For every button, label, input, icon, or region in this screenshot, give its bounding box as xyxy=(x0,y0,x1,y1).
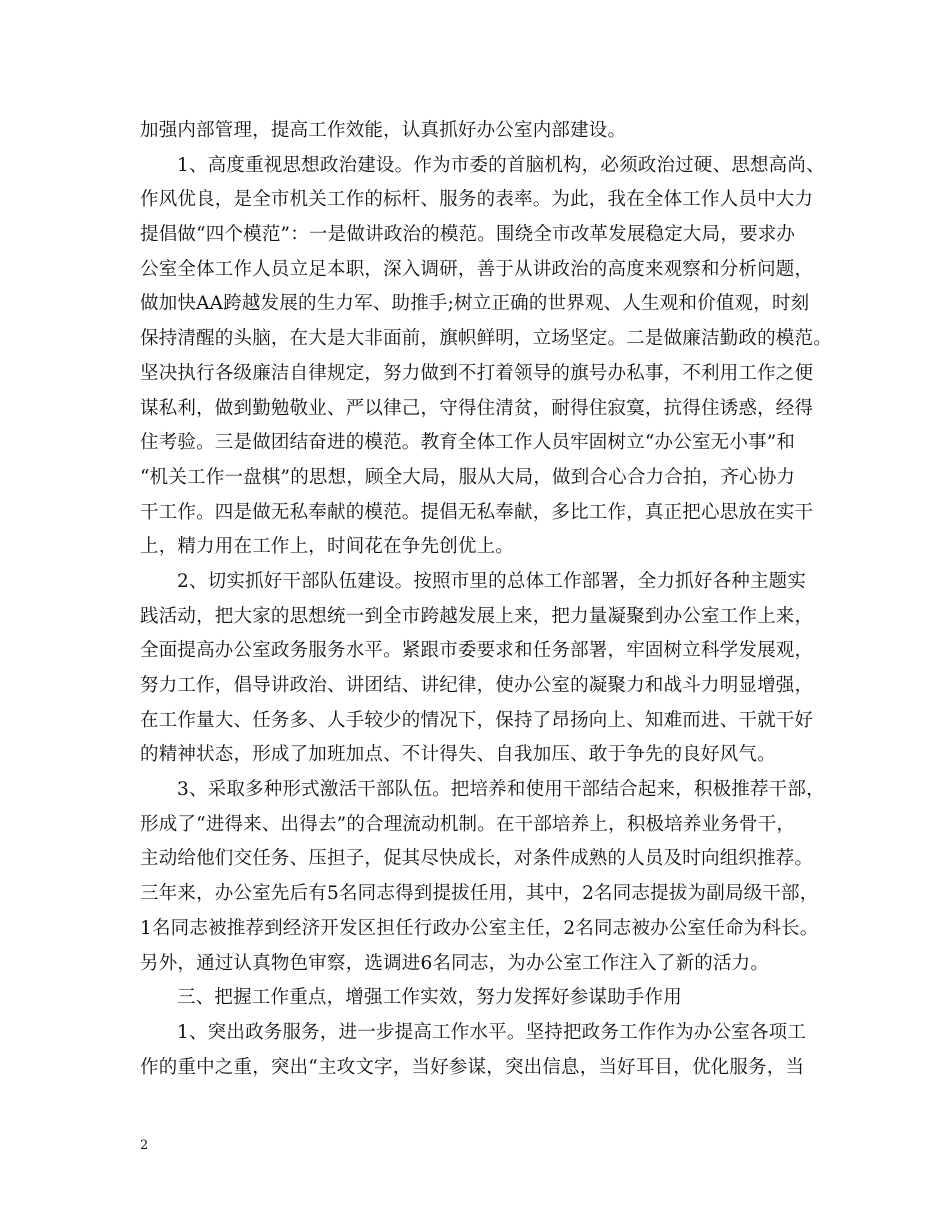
page-number: 2 xyxy=(140,1138,149,1153)
text-line: 谋私利，做到勤勉敬业、严以律己，守得住清贫，耐得住寂寞，抗得住诱惑，经得 xyxy=(140,397,814,419)
text-line: 形成了“进得来、出得去”的合理流动机制。在干部培养上，积极培养业务骨干， xyxy=(140,813,796,835)
text-line: 公室全体工作人员立足本职，深入调研，善于从讲政治的高度来观察和分析问题， xyxy=(140,258,814,280)
text-line: “机关工作一盘棋”的思想，顾全大局，服从大局，做到合心合力合拍，齐心协力 xyxy=(140,466,796,488)
text-line: 保持清醒的头脑，在大是大非面前，旗帜鲜明，立场坚定。二是做廉洁勤政的模范。 xyxy=(140,328,832,350)
text-line: 在工作量大、任务多、人手较少的情况下，保持了昂扬向上、知难而进、干就干好 xyxy=(140,709,814,731)
text-line: 的精神状态，形成了加班加点、不计得失、自我加压、敢于争先的良好风气。 xyxy=(140,744,776,766)
text-line: 全面提高办公室政务服务水平。紧跟市委要求和任务部署，牢固树立科学发展观， xyxy=(140,640,814,662)
text-line: 努力工作，倡导讲政治、讲团结、讲纪律，使办公室的凝聚力和战斗力明显增强， xyxy=(140,675,814,696)
text-line: 三年来，办公室先后有5名同志得到提拔任用，其中，2名同志提拔为副局级干部， xyxy=(140,883,819,905)
text-line: 加强内部管理，提高工作效能，认真抓好办公室内部建设。 xyxy=(140,120,627,141)
text-line: 坚决执行各级廉洁自律规定，努力做到不打着领导的旗号办私事，不利用工作之便 xyxy=(140,362,814,384)
text-line: 另外，通过认真物色审察，选调进6名同志，为办公室工作注入了新的活力。 xyxy=(140,952,770,974)
text-line: 2、切实抓好干部队伍建设。按照市里的总体工作部署，全力抓好各种主题实 xyxy=(177,570,807,592)
text-line: 1、高度重视思想政治建设。作为市委的首脑机构，必须政治过硬、思想高尚、 xyxy=(177,154,825,176)
text-line: 作的重中之重，突出“主攻文字，当好参谋，突出信息，当好耳目，优化服务，当 xyxy=(140,1056,805,1078)
text-line: 三、把握工作重点，增强工作实效，努力发挥好参谋助手作用 xyxy=(177,987,682,1009)
text-line: 提倡做“四个模范”：一是做讲政治的模范。围绕全市改革发展稳定大局，要求办 xyxy=(140,224,796,246)
text-line: 干工作。四是做无私奉献的模范。提倡无私奉献，多比工作，真正把心思放在实干 xyxy=(140,501,814,523)
body-text xyxy=(140,114,832,1085)
text-line: 1名同志被推荐到经济开发区担任行政办公室主任，2名同志被办公室任命为科长。 xyxy=(140,917,819,939)
text-line: 主动给他们交任务、压担子，促其尽快成长，对条件成熟的人员及时向组织推荐。 xyxy=(140,848,814,870)
text-line: 住考验。三是做团结奋进的模范。教育全体工作人员牢固树立“办公室无小事”和 xyxy=(140,432,796,454)
text-line: 上，精力用在工作上，时间花在争先创优上。 xyxy=(140,536,515,558)
text-line: 践活动，把大家的思想统一到全市跨越发展上来，把力量凝聚到办公室工作上来， xyxy=(140,605,814,627)
text-line: 作风优良，是全市机关工作的标杆、服务的表率。为此，我在全体工作人员中大力 xyxy=(140,189,814,211)
text-line: 3、采取多种形式激活干部队伍。把培养和使用干部结合起来，积极推荐干部， xyxy=(177,779,825,801)
text-line: 做加快AA跨越发展的生力军、助推手;树立正确的世界观、人生观和价值观，时刻 xyxy=(140,293,810,315)
text-line: 1、突出政务服务，进一步提高工作水平。坚持把政务工作作为办公室各项工 xyxy=(177,1021,807,1043)
